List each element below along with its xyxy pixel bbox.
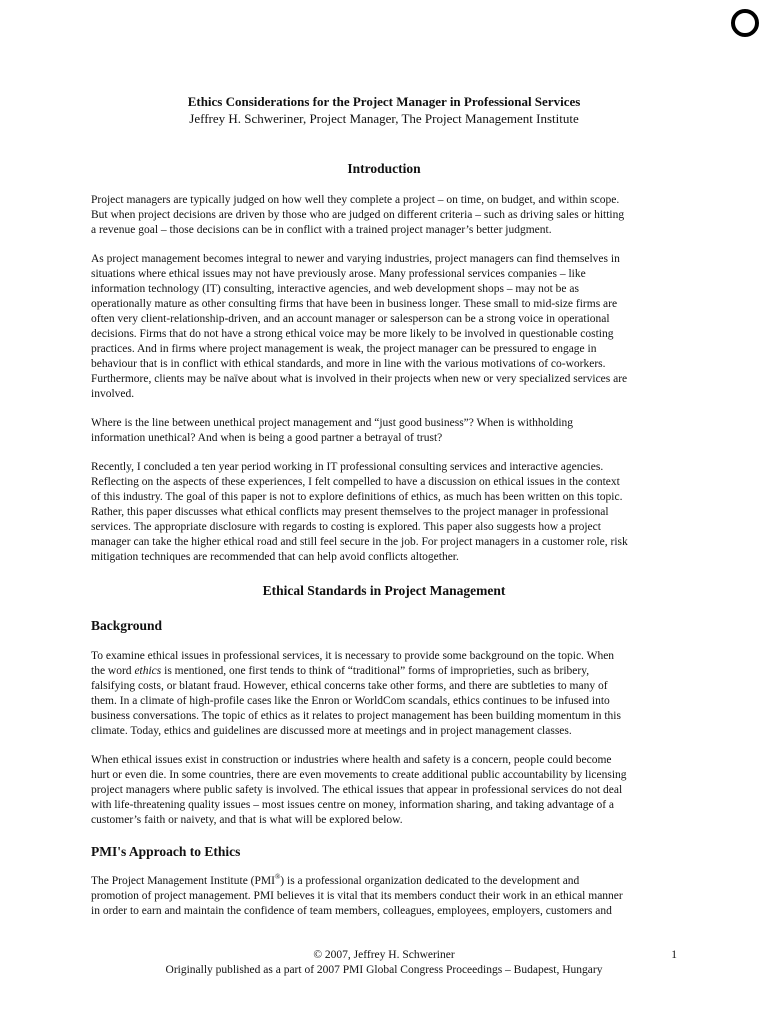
text-line: To examine ethical issues in professional services, it is necessary to provide some background on the topic. When xyxy=(91,650,615,662)
text-line: Reflecting on the aspects of these experiences, I felt compelled to have a discussion on ethical issues in the context xyxy=(91,476,620,488)
text-run: the word xyxy=(91,665,135,677)
text-line: information technology (IT) consulting, interactive agencies, and web development shops – may not be as xyxy=(91,283,579,295)
text-line: situations where ethical issues may not have previously arose. Many professional services companies – like xyxy=(91,268,586,280)
ethical-standards-heading: Ethical Standards in Project Management xyxy=(262,583,506,598)
text-line xyxy=(91,664,677,679)
text-line: operationally mature as other consulting firms that have been in business longer. These small to mid-size firms are xyxy=(91,298,618,310)
author-line: Jeffrey H. Schweriner, Project Manager, The Project Management Institute xyxy=(189,111,579,126)
text-line: often very client-relationship-driven, and an account manager or salesperson can be a strong voice in operational xyxy=(91,313,610,325)
text-line: Furthermore, clients may be naïve about what is involved in their projects when new or very specialized services are xyxy=(91,373,628,385)
intro-paragraph-4 xyxy=(91,460,677,565)
page-number: 1 xyxy=(671,949,677,961)
text-line: of this industry. The goal of this paper is not to explore definitions of ethics, as much has been written on this topic. xyxy=(91,491,623,503)
background-paragraph-1 xyxy=(91,649,677,739)
text-line: Where is the line between unethical project management and “just good business”? When is withholding xyxy=(91,417,574,429)
text-line: hurt or even die. In some countries, there are even movements to create additional public accountability by licensing xyxy=(91,769,627,781)
text-line: decisions. Firms that do not have a strong ethical voice may be more likely to be involved in questionable costing xyxy=(91,328,614,340)
footer-copyright: © 2007, Jeffrey H. Schweriner xyxy=(313,949,455,961)
pmi-paragraph-1 xyxy=(91,874,677,919)
intro-paragraph-3 xyxy=(91,416,677,446)
background-paragraph-2 xyxy=(91,753,677,828)
text-line: services. The appropriate disclosure with regards to costing is explored. This paper also suggests how a project xyxy=(91,521,601,533)
text-line: project managers where public safety is involved. The ethical issues that appear in professional services do not deal xyxy=(91,784,623,796)
text-line: mitigation techniques are recommended that can help avoid conflicts altogether. xyxy=(91,551,459,563)
text-line: climate. Today, ethics and guidelines are discussed more at meetings and in project management classes. xyxy=(91,725,572,737)
footer-published-note: Originally published as a part of 2007 PMI Global Congress Proceedings – Budapest, Hungary xyxy=(165,964,603,976)
text-line: When ethical issues exist in construction or industries where health and safety is a concern, people could become xyxy=(91,754,612,766)
text-run: is mentioned, one first tends to think of “traditional” forms of improprieties, such as bribery, xyxy=(161,665,590,677)
text-line: Rather, this paper discusses what ethical conflicts may present themselves to the project manager in professional xyxy=(91,506,609,518)
intro-paragraph-1 xyxy=(91,193,677,238)
text-line: them. In a climate of high-profile cases like the Enron or WorldCom scandals, ethics continues to be infused into xyxy=(91,695,610,707)
background-heading: Background xyxy=(91,618,163,633)
text-line: information unethical? And when is being a good partner a betrayal of trust? xyxy=(91,432,443,444)
text-run: ) is a professional organization dedicated to the development and xyxy=(280,875,580,887)
text-line: business conversations. The topic of ethics as it relates to project management has been building momentum in this xyxy=(91,710,621,722)
text-line: in order to earn and maintain the confidence of team members, colleagues, employees, employers, customers and xyxy=(91,905,612,917)
text-line: behaviour that is in conflict with ethical standards, and more in line with the various motivations of co-workers. xyxy=(91,358,606,370)
pmi-approach-heading: PMI's Approach to Ethics xyxy=(91,844,241,859)
text-line xyxy=(91,874,677,889)
text-line: But when project decisions are driven by those who are judged on different criteria – such as driving sales or hitting xyxy=(91,209,625,221)
emphasis-ethics: ethics xyxy=(134,665,162,677)
text-line: a revenue goal – those decisions can be in conflict with a trained project manager’s better judgment. xyxy=(91,224,552,236)
text-line: Project managers are typically judged on how well they complete a project – on time, on budget, and within scope. xyxy=(91,194,620,206)
text-run: The Project Management Institute (PMI xyxy=(91,875,275,887)
paper-title: Ethics Considerations for the Project Manager in Professional Services xyxy=(187,94,581,109)
registered-mark: ® xyxy=(274,873,281,882)
text-line: promotion of project management. PMI believes it is vital that its members conduct their work in an ethical manner xyxy=(91,890,623,902)
intro-paragraph-2 xyxy=(91,252,677,402)
text-line: falsifying costs, or blatant fraud. However, ethical concerns take other forms, and there are subtleties to many of xyxy=(91,680,608,692)
text-line: practices. And in firms where project management is weak, the project manager can be pressured to engage in xyxy=(91,343,597,355)
text-line: with life-threatening quality issues – most issues centre on money, information sharing, and taking advantage of a xyxy=(91,799,615,811)
text-line: As project management becomes integral to newer and varying industries, project managers can find themselves in xyxy=(91,253,620,265)
text-line: customer’s faith or naivety, and that is what will be explored below. xyxy=(91,814,403,826)
circle-logo-icon xyxy=(731,9,759,37)
text-line: involved. xyxy=(91,388,135,400)
text-line: Recently, I concluded a ten year period working in IT professional consulting services and interactive agencies. xyxy=(91,461,604,473)
introduction-heading: Introduction xyxy=(347,161,421,176)
text-line: manager can take the higher ethical road and still feel secure in the job. For project managers in a customer role, risk xyxy=(91,536,628,548)
